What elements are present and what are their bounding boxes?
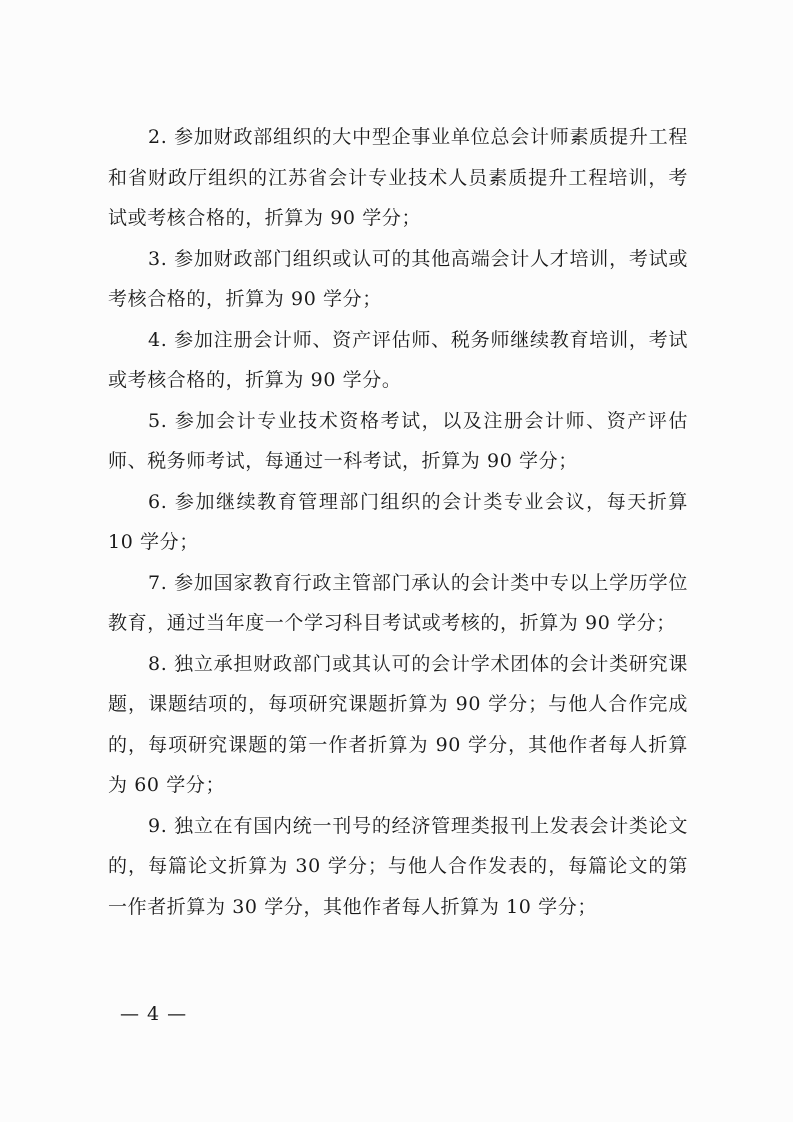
paragraph-item-2: 2. 参加财政部组织的大中型企事业单位总会计师素质提升工程和省财政厅组织的江苏省会计专业技术人员素质提升工程培训，考试或考核合格的，折算为 90 学分； (108, 126, 688, 229)
paragraph-item-8: 8. 独立承担财政部门或其认可的会计学术团体的会计类研究课题，课题结项的，每项研究课题折算为 90 学分；与他人合作完成的，每项研究课题的第一作者折算为 90 学分，其他作者每人折算为 60 学分； (108, 652, 688, 796)
body-text (108, 117, 688, 927)
page-number: — 4 — (120, 1003, 188, 1025)
paragraph-item-4: 4. 参加注册会计师、资产评估师、税务师继续教育培训，考试或考核合格的，折算为 90 学分。 (108, 328, 688, 391)
paragraph-item-9: 9. 独立在有国内统一刊号的经济管理类报刊上发表会计类论文的，每篇论文折算为 30 学分；与他人合作发表的，每篇论文的第一作者折算为 30 学分，其他作者每人折算为 10 学分； (108, 814, 688, 918)
paragraph-item-7: 7. 参加国家教育行政主管部门承认的会计类中专以上学历学位教育，通过当年度一个学习科目考试或考核的，折算为 90 学分； (108, 571, 688, 634)
paragraph-item-6: 6. 参加继续教育管理部门组织的会计类专业会议，每天折算 10 学分； (108, 490, 688, 553)
paragraph-item-5: 5. 参加会计专业技术资格考试，以及注册会计师、资产评估师、税务师考试，每通过一科考试，折算为 90 学分； (108, 409, 688, 472)
paragraph-item-3: 3. 参加财政部门组织或认可的其他高端会计人才培训，考试或考核合格的，折算为 90 学分； (108, 247, 688, 310)
